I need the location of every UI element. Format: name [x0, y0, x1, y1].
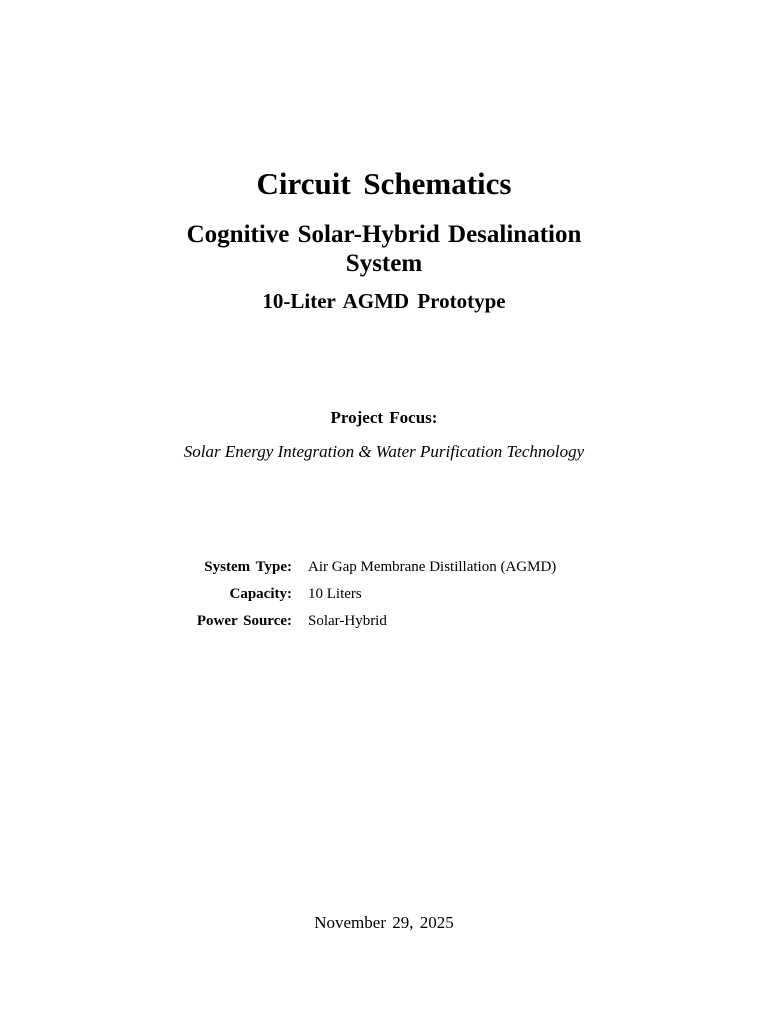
prototype-heading: 10-Liter AGMD Prototype: [262, 289, 506, 313]
subtitle-line-2: System: [345, 250, 423, 277]
spec-key: Capacity:: [229, 586, 292, 602]
subtitle-line-1: Cognitive Solar-Hybrid Desalination: [186, 221, 582, 248]
document-subtitle: [0, 220, 768, 278]
spec-value: Solar-Hybrid: [308, 613, 387, 629]
spec-row-system-type: [0, 555, 768, 582]
spec-table: [0, 555, 768, 636]
spec-key: Power Source:: [196, 613, 292, 629]
spec-key: System Type:: [204, 559, 292, 575]
spec-row-capacity: [0, 582, 768, 609]
project-focus-value: Solar Energy Integration & Water Purification Technology: [183, 442, 585, 461]
document-title: Circuit Schematics: [256, 166, 512, 201]
spec-row-power-source: [0, 609, 768, 636]
spec-value: 10 Liters: [308, 586, 362, 602]
project-focus-label: Project Focus:: [330, 408, 438, 427]
spec-value: Air Gap Membrane Distillation (AGMD): [308, 559, 557, 575]
document-date: November 29, 2025: [314, 913, 454, 932]
